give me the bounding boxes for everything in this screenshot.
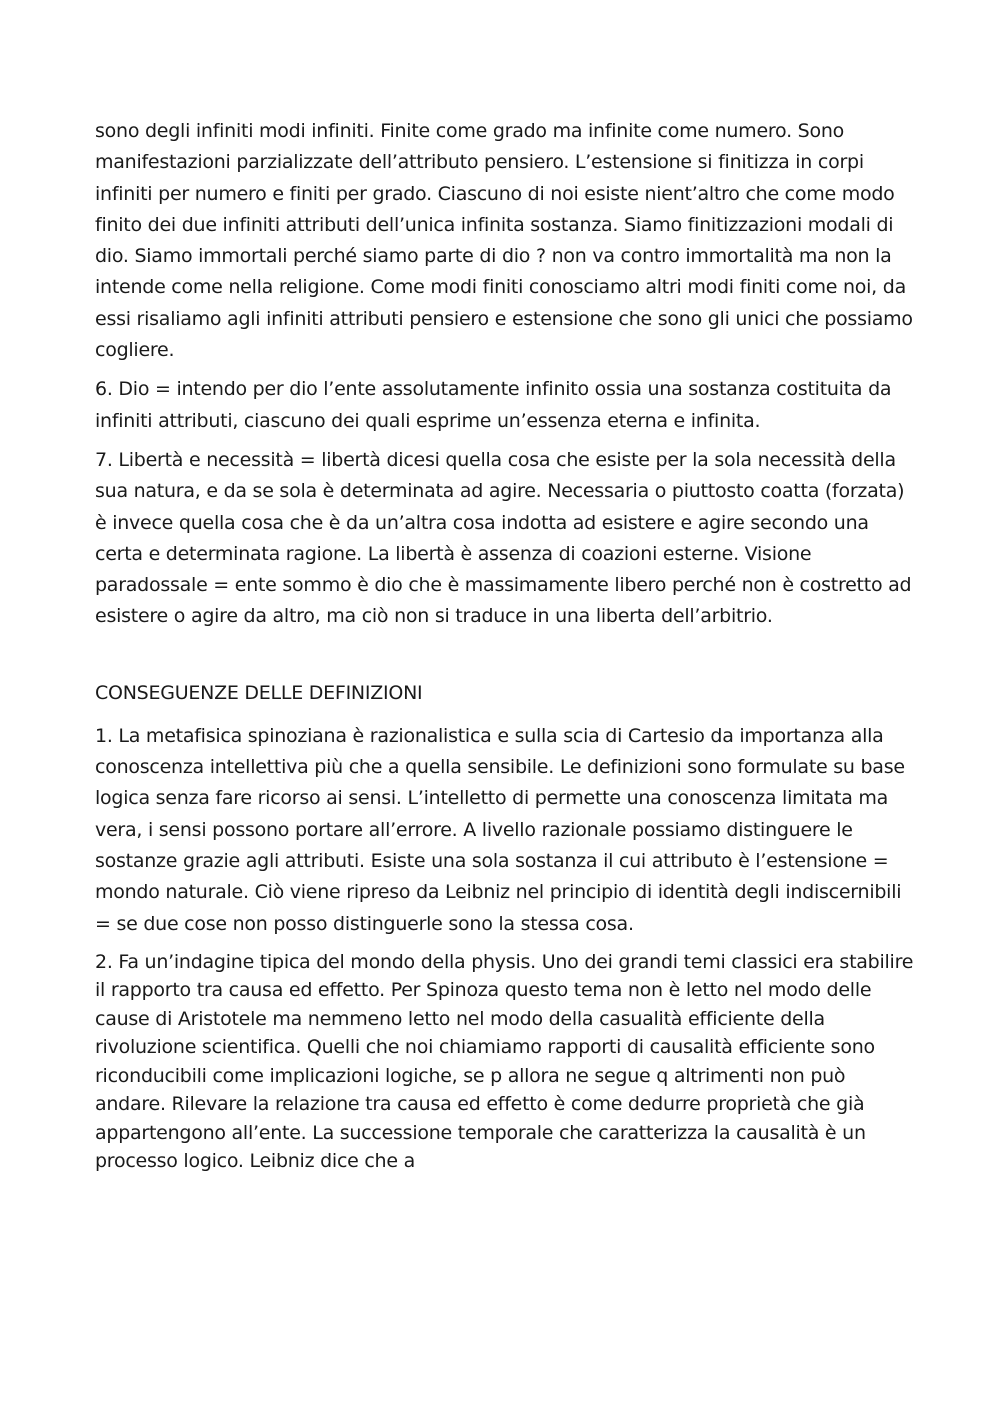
paragraph-definition-god: 6. Dio = intendo per dio l’ente assolutamente infinito ossia una sostanza costituita da infiniti attributi, ciascuno dei quali esprime un’essenza eterna e infinita. <box>95 378 892 432</box>
paragraph-finite-modes: sono degli infiniti modi infiniti. Finite come grado ma infinite come numero. Sono manifestazioni parzializzate dell’attributo pensiero. L’estensione si finitizza in corpi infiniti per numero e finiti per grado. Ciascuno di noi esiste nient’altro che come modo finito dei due infiniti attributi dell’unica infinita sostanza. Siamo finitizzazioni modali di dio. Siamo immortali perché siamo parte di dio ? non va contro immortalità ma non la intende come nella religione. Come modi finiti conosciamo altri modi finiti come noi, da essi risaliamo agli infiniti attributi pensiero e estensione che sono gli unici che possiamo cogliere. <box>95 120 913 362</box>
section-spacer <box>95 633 915 678</box>
document-page <box>95 116 915 1176</box>
section-heading: CONSEGUENZE DELLE DEFINIZIONI <box>95 681 423 704</box>
paragraph-consequence-1: 1. La metafisica spinoziana è razionalistica e sulla scia di Cartesio da importanza alla conoscenza intellettiva più che a quella sensibile. Le definizioni sono formulate su base logica senza fare ricorso ai sensi. L’intelletto di permette una conoscenza limitata ma vera, i sensi possono portare all’errore. A livello razionale possiamo distinguere le sostanze grazie agli attributi. Esiste una sola sostanza il cui attributo è l’estensione = mondo naturale. Ciò viene ripreso da Leibniz nel principio di identità degli indiscernibili = se due cose non posso distinguerle sono la stessa cosa. <box>95 724 905 935</box>
paragraph-consequence-2: 2. Fa un’indagine tipica del mondo della physis. Uno dei grandi temi classici era stabilire il rapporto tra causa ed effetto. Per Spinoza questo tema non è letto nel modo delle cause di Aristotele ma nemmeno letto nel modo della casualità efficiente della rivoluzione scientifica. Quelli che noi chiamiamo rapporti di causalità efficiente sono riconducibili come implicazioni logiche, se p allora ne segue q altrimenti non può andare. Rilevare la relazione tra causa ed effetto è come dedurre proprietà che già appartengono all’ente. La successione temporale che caratterizza la causalità è un processo logico. Leibniz dice che a <box>95 950 914 1173</box>
paragraph-definition-freedom: 7. Libertà e necessità = libertà dicesi quella cosa che esiste per la sola necessità della sua natura, e da se sola è determinata ad agire. Necessaria o piuttosto coatta (forzata) è invece quella cosa che è da un’altra cosa indotta ad esistere e agire secondo una certa e determinata ragione. La libertà è assenza di coazioni esterne. Visione paradossale = ente sommo è dio che è massimamente libero perché non è costretto ad esistere o agire da altro, ma ciò non si traduce in una liberta dell’arbitrio. <box>95 448 912 628</box>
